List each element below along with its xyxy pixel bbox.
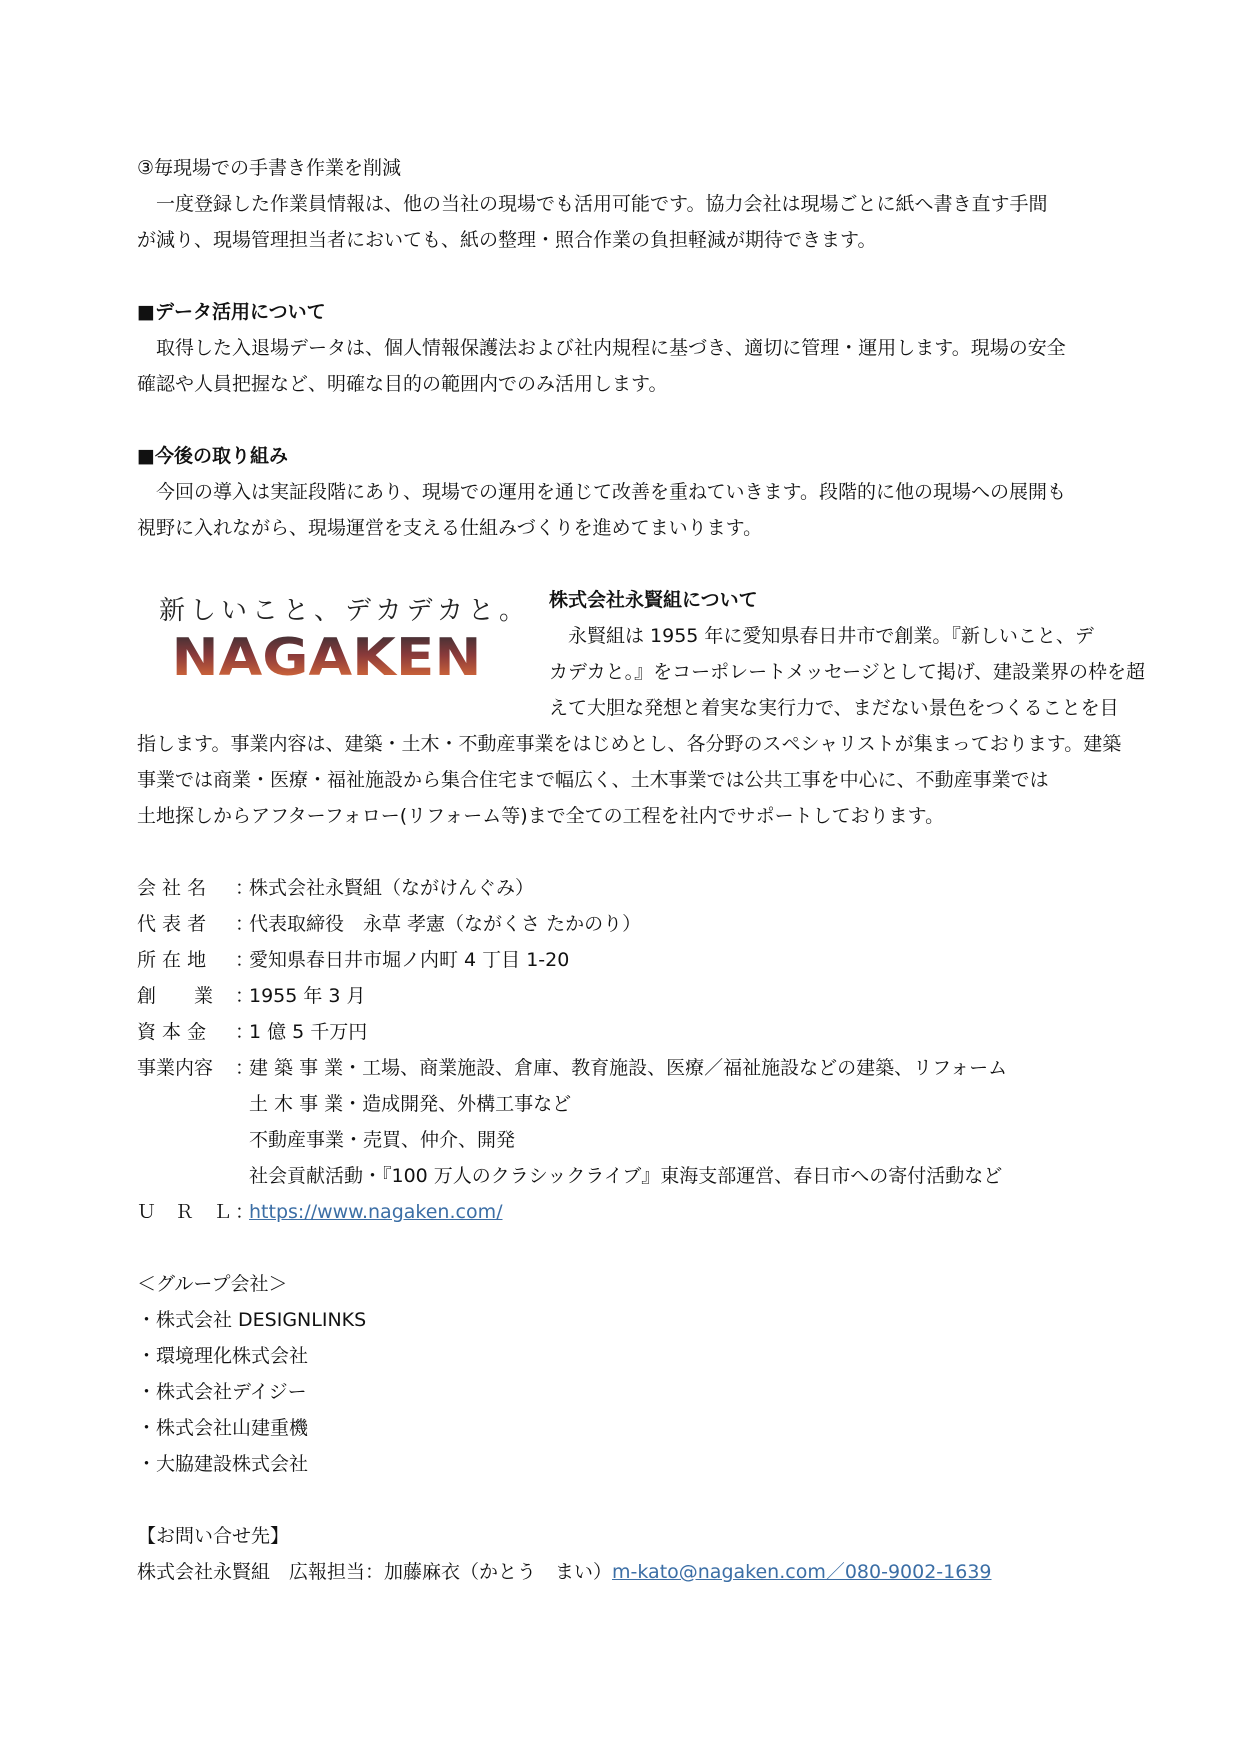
info-value: 1 億 5 千万円	[249, 1021, 368, 1043]
group-heading: ＜グループ会社＞	[137, 1273, 288, 1295]
item3-heading: ③毎現場での手書き作業を削減	[137, 157, 402, 179]
about-side-line-2: カデカと。』をコーポレートメッセージとして掲げ、建設業界の枠を超	[549, 661, 1146, 683]
about-heading: 株式会社永賢組について	[549, 589, 758, 611]
company-info	[137, 870, 1112, 1230]
about-line-2: 事業では商業・医療・福祉施設から集合住宅まで幅広く、土木事業では公共工事を中心に、不動産事業では	[137, 769, 1049, 791]
info-value: 愛知県春日井市堀ノ内町 4 丁目 1-20	[249, 949, 570, 971]
nagaken-logo	[159, 594, 530, 689]
group-item: ・株式会社山建重機	[137, 1417, 309, 1439]
group-item: ・大脇建設株式会社	[137, 1453, 309, 1475]
info-value: 建 築 事 業・工場、商業施設、倉庫、教育施設、医療／福祉施設などの建築、リフォーム	[249, 1057, 1008, 1079]
about-section	[137, 582, 1146, 834]
logo-tagline: 新しいこと、デカデカと。	[159, 596, 530, 626]
info-colon: ：	[235, 1021, 255, 1043]
info-colon: ：	[235, 877, 255, 899]
info-row-business	[137, 1050, 1112, 1086]
contact-prefix: 株式会社永賢組 広報担当：加藤麻衣（かとう まい）	[137, 1561, 613, 1583]
about-side-line-1: 永賢組は 1955 年に愛知県春日井市で創業。『新しいこと、デ	[549, 625, 1094, 647]
info-label: 創 業	[137, 985, 214, 1007]
info-value: 1955 年 3 月	[249, 985, 366, 1007]
info-row-name	[137, 870, 1112, 906]
item3-line-1: 一度登録した作業員情報は、他の当社の現場でも活用可能です。協力会社は現場ごとに紙へ書き直す手間	[137, 193, 1048, 215]
group-item: ・環境理化株式会社	[137, 1345, 309, 1367]
contact-line	[137, 1554, 1112, 1590]
business-line: 土 木 事 業・造成開発、外構工事など	[249, 1093, 572, 1115]
info-label: 資 本 金	[137, 1021, 207, 1043]
info-label: 代 表 者	[137, 913, 207, 935]
group-item: ・株式会社 DESIGNLINKS	[137, 1309, 367, 1331]
info-row-address	[137, 942, 1112, 978]
future-line-1: 今回の導入は実証段階にあり、現場での運用を通じて改善を重ねていきます。段階的に他の現場への展開も	[137, 481, 1067, 503]
future-line-2: 視野に入れながら、現場運営を支える仕組みづくりを進めてまいります。	[137, 517, 763, 539]
info-value: 株式会社永賢組（ながけんぐみ）	[249, 877, 535, 899]
info-row-representative	[137, 906, 1112, 942]
data-usage-heading: ■データ活用について	[137, 301, 326, 323]
info-label: 所 在 地	[137, 949, 207, 971]
contact-email-link[interactable]: m-kato@nagaken.com／080-9002-1639	[612, 1561, 992, 1583]
item3-line-2: が減り、現場管理担当者においても、紙の整理・照合作業の負担軽減が期待できます。	[137, 229, 877, 251]
website-link[interactable]: https://www.nagaken.com/	[249, 1201, 503, 1223]
about-side-line-3: えて大胆な発想と着実な実行力で、まだない景色をつくることを目	[549, 697, 1119, 719]
info-row-founded	[137, 978, 1112, 1014]
data-usage-line-1: 取得した入退場データは、個人情報保護法および社内規程に基づき、適切に管理・運用します。現場の安全	[137, 337, 1066, 359]
data-usage-line-2: 確認や人員把握など、明確な目的の範囲内でのみ活用します。	[137, 373, 668, 395]
info-colon: ：	[235, 1057, 255, 1079]
business-line: 不動産事業・売買、仲介、開発	[249, 1129, 516, 1151]
info-label: Ｕ Ｒ Ｌ	[137, 1201, 233, 1223]
future-heading: ■今後の取り組み	[137, 445, 288, 467]
info-label: 事業内容	[137, 1057, 214, 1079]
info-label: 会 社 名	[137, 877, 207, 899]
info-row-capital	[137, 1014, 1112, 1050]
info-colon: ：	[235, 949, 255, 971]
group-item: ・株式会社デイジー	[137, 1381, 307, 1403]
info-colon: ：	[235, 1201, 255, 1223]
info-colon: ：	[235, 913, 255, 935]
logo-wordmark	[159, 628, 494, 684]
contact-heading: 【お問い合せ先】	[137, 1525, 290, 1547]
info-row-url	[137, 1194, 1112, 1230]
business-line: 社会貢献活動・『100 万人のクラシックライブ』東海支部運営、春日市への寄付活動など	[249, 1165, 1003, 1187]
info-value: 代表取締役 永草 孝憲（ながくさ たかのり）	[249, 913, 642, 935]
info-colon: ：	[235, 985, 255, 1007]
about-line-1: 指します。事業内容は、建築・土木・不動産事業をはじめとし、各分野のスペシャリストが集まっております。建築	[137, 733, 1122, 755]
document-page	[137, 150, 1146, 1590]
logo-wordmark-text: NAGAKEN	[171, 628, 482, 684]
about-line-3: 土地探しからアフターフォロー(リフォーム等)まで全ての工程を社内でサポートしております。	[137, 805, 945, 827]
